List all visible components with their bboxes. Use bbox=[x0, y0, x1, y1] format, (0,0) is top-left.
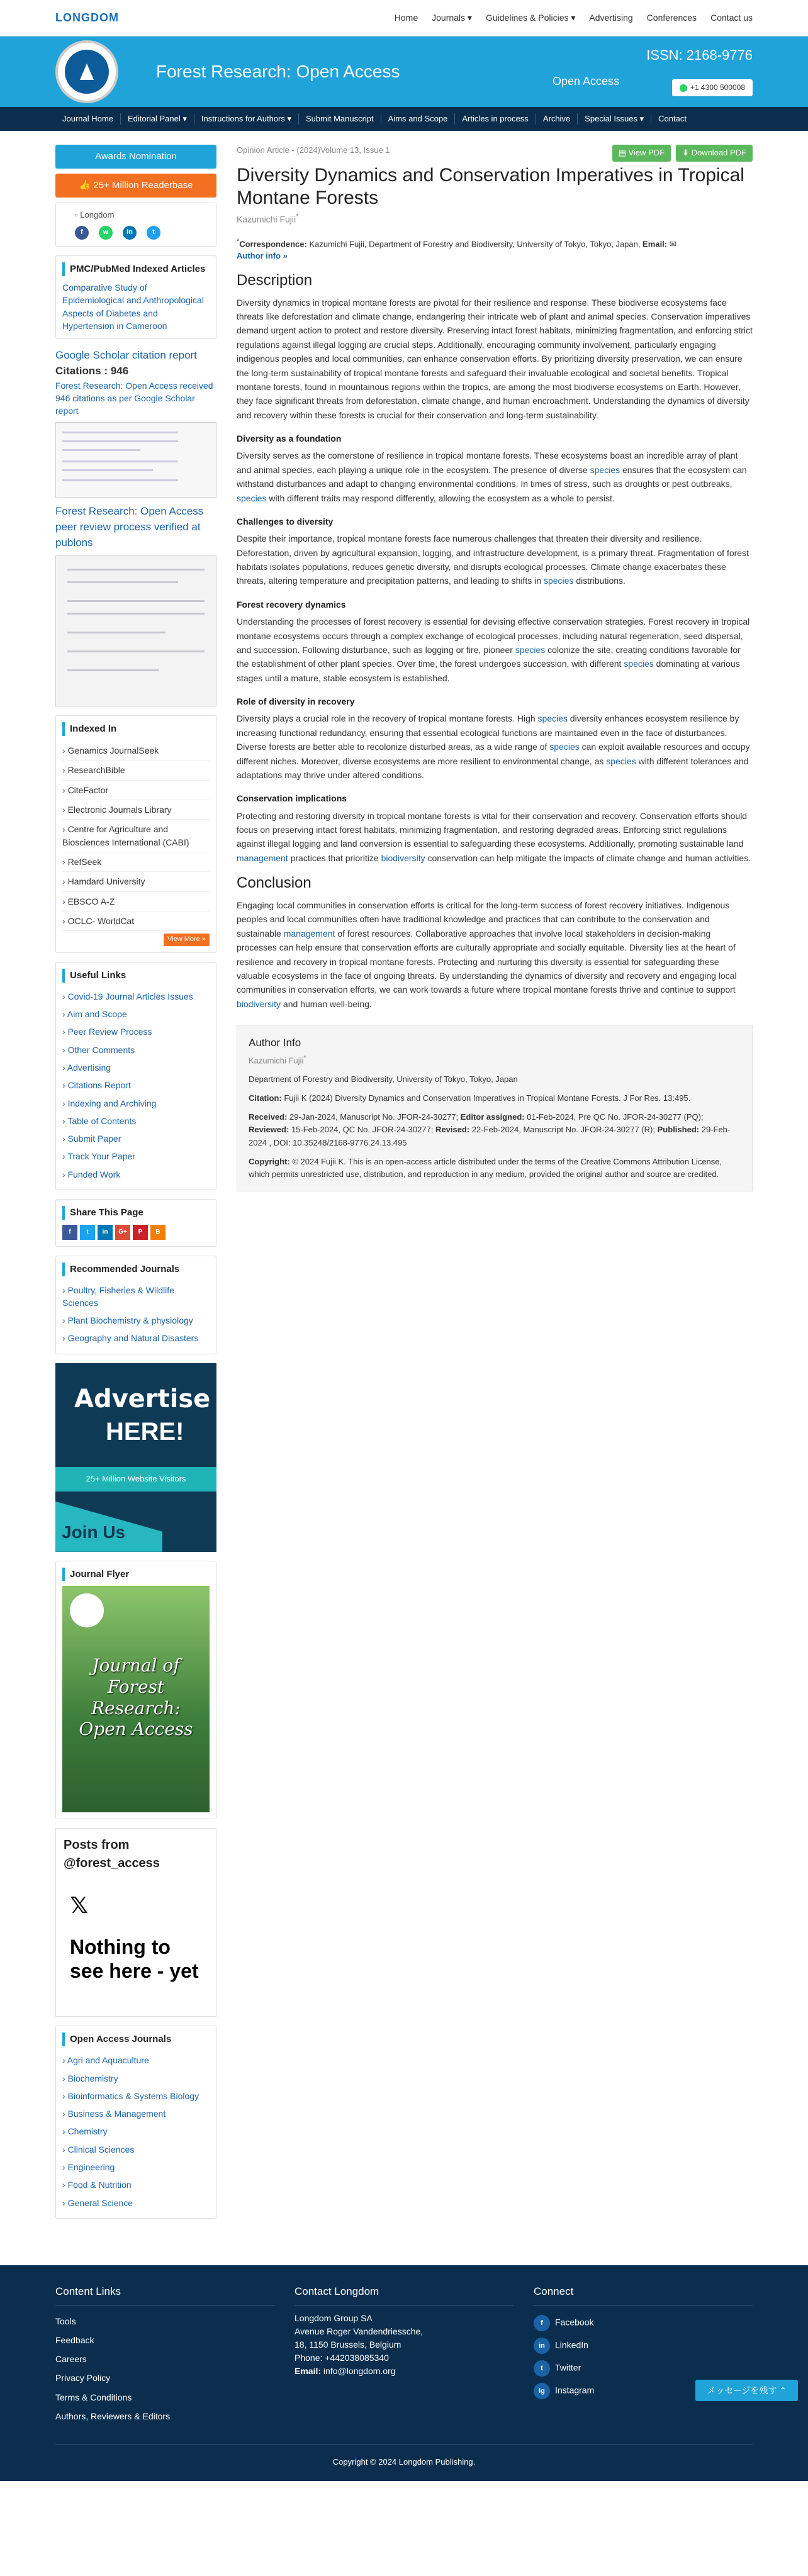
connect-instagram[interactable]: ig Instagram bbox=[534, 2380, 753, 2402]
oa-journal-link[interactable]: › General Science bbox=[62, 2194, 210, 2212]
oa-journal-link[interactable]: › Business & Management bbox=[62, 2105, 210, 2122]
twitter-icon[interactable]: t bbox=[147, 226, 160, 240]
footer-connect: Connect f Facebook in LinkedIn t Twitter ig Instagram bbox=[534, 2284, 753, 2426]
species-link[interactable]: species bbox=[237, 493, 267, 503]
useful-link[interactable]: › Citations Report bbox=[62, 1076, 210, 1094]
view-pdf-button[interactable]: ▤ View PDF bbox=[612, 145, 671, 162]
useful-link[interactable]: › Indexing and Archiving bbox=[62, 1095, 210, 1112]
readerbase-button[interactable]: 👍 25+ Million Readerbase bbox=[55, 174, 216, 198]
conclusion-text: Engaging local communities in conservation efforts is critical for the long-term success of forest recovery initiatives. Indigenous peoples and local communities often have traditional knowledge and practices that can contribute to the conservation and sustainable management of forest resources. Collaborative approaches that involve local stakeholders in decision-making processes can help ensure that conservation efforts are culturally appropriate and socially equitable. Diversity lies at the heart of resilience and recovery in tropical montane forests. Protecting and nurturing this diversity is essential for safeguarding these valuable ecosystems in the face of ongoing threats. By understanding the dynamics of diversity and recovery and engaging local communities in conservation efforts, we can work towards a future where tropical montane forests thrive and continue to support biodiversity and human well-being. bbox=[237, 900, 737, 1009]
useful-link[interactable]: › Table of Contents bbox=[62, 1112, 210, 1130]
oa-journals-box bbox=[55, 2026, 216, 2218]
connect-facebook[interactable]: f Facebook bbox=[534, 2312, 753, 2334]
share-title: Share This Page bbox=[62, 1206, 210, 1220]
view-more-button[interactable]: View More » bbox=[164, 934, 210, 946]
author-dept: Department of Forestry and Biodiversity, University of Tokyo, Tokyo, Japan bbox=[249, 1074, 518, 1084]
longdom-logo[interactable]: LONGDOM bbox=[55, 11, 119, 25]
useful-link[interactable]: › Submit Paper bbox=[62, 1130, 210, 1147]
scholar-report-thumbnail[interactable] bbox=[55, 422, 216, 498]
species-link[interactable]: species bbox=[537, 713, 568, 724]
indexed-title: Indexed In bbox=[62, 722, 210, 736]
section-conclusion: Conclusion bbox=[237, 874, 311, 892]
twitter-icon: t bbox=[534, 2360, 550, 2377]
oa-journal-link[interactable]: › Chemistry bbox=[62, 2122, 210, 2140]
footer-link[interactable]: Feedback bbox=[55, 2334, 94, 2345]
flyer-seal-icon bbox=[70, 1593, 104, 1627]
share-google-icon[interactable]: G+ bbox=[115, 1225, 130, 1240]
share-pinterest-icon[interactable]: P bbox=[133, 1225, 148, 1240]
whatsapp-icon bbox=[680, 84, 687, 92]
journal-nav-contact[interactable]: Contact bbox=[658, 113, 687, 123]
share-facebook-icon[interactable]: f bbox=[62, 1225, 77, 1240]
article-title: Diversity Dynamics and Conservation Imperatives in Tropical Montane Forests bbox=[237, 164, 744, 208]
twitter-posts-box bbox=[55, 1828, 216, 2017]
oa-journals-title: Open Access Journals bbox=[62, 2032, 210, 2046]
journal-flyer-image[interactable]: Journal of Forest Research: Open Access bbox=[62, 1586, 210, 1812]
chat-message-button[interactable]: メッセージを残す ⌃ bbox=[695, 2380, 798, 2401]
correspondence: *Correspondence: Kazumichi Fujii, Department of Forestry and Biodiversity, University of Tokyo, Tokyo, Japan, Email: ✉ bbox=[237, 237, 676, 249]
nav-guidelines[interactable]: Guidelines & Policies ▾ bbox=[485, 13, 576, 23]
journal-nav-special[interactable]: Special Issues ▾ bbox=[578, 113, 651, 125]
journal-nav-submit[interactable]: Submit Manuscript bbox=[299, 113, 381, 125]
useful-link[interactable]: › Other Comments bbox=[62, 1041, 210, 1059]
top-nav bbox=[395, 11, 753, 24]
posts-empty-text: Nothing to see here - yet bbox=[70, 1935, 199, 1983]
nav-advertising[interactable]: Advertising bbox=[589, 13, 633, 23]
footer-email[interactable]: info@longdom.org bbox=[323, 2365, 396, 2376]
indexed-item[interactable]: › Genamics JournalSeek bbox=[62, 741, 210, 761]
footer-contact: Contact Longdom Longdom Group SA Avenue Roger Vandendriessche, 18, 1150 Brussels, Belgium Phone: +44203808534​0 Email: info@longdom.org bbox=[295, 2284, 513, 2426]
instagram-icon: ig bbox=[534, 2383, 550, 2399]
species-link[interactable]: species bbox=[590, 464, 620, 475]
journal-title: Forest Research: Open Access bbox=[156, 61, 400, 81]
oa-journal-link[interactable]: › Biochemistry bbox=[62, 2070, 210, 2087]
oa-journal-link[interactable]: › Engineering bbox=[62, 2158, 210, 2176]
recommended-link[interactable]: › Plant Biochemistry & physiology bbox=[62, 1312, 210, 1329]
footer-link[interactable]: Terms & Conditions bbox=[55, 2392, 132, 2402]
journal-flyer-box bbox=[55, 1561, 216, 1820]
email-icon[interactable]: ✉ bbox=[669, 239, 676, 249]
oa-journal-link[interactable]: › Food & Nutrition bbox=[62, 2176, 210, 2194]
share-linkedin-icon[interactable]: in bbox=[98, 1225, 113, 1240]
useful-link[interactable]: › Track Your Paper bbox=[62, 1147, 210, 1165]
scholar-title[interactable]: Google Scholar citation report bbox=[55, 349, 197, 362]
nav-home[interactable]: Home bbox=[394, 13, 418, 23]
indexed-item[interactable]: › Centre for Agriculture and Biosciences International (CABI) bbox=[62, 820, 210, 852]
share-blogger-icon[interactable]: B bbox=[150, 1225, 166, 1240]
journal-nav bbox=[0, 107, 808, 131]
description-text: Diversity dynamics in tropical montane forests are pivotal for their resilience and response. These biodiverse ecosystems face threats like deforestation and climate change, endangering their intricate web of plant and animal species. Conservation imperatives demand urgent action to protect and restore diversity. Preserving intact forest habitats, minimizing fragmentation, and enforcing strict regulations against illegal logging are crucial steps. Additionally, encouraging community involvement, particularly engaging indigenous peoples and local communities, can enhance conservation efforts. By prioritizing diversity preservation, we can ensure the long-term sustainability of tropical montane forests and safeguard their invaluable ecological and societal benefits. Tropical montane forests, found in mountainous regions within the tropics, are among the most biodiverse ecosystems on Earth. However, they face significant threats from deforestation, climate change, and human encroachment. Understanding the dynamics of diversity and recovery within these forests is crucial for their conservation and long-term sustainability. bbox=[237, 297, 753, 420]
journal-nav-instructions[interactable]: Instructions for Authors ▾ bbox=[194, 113, 299, 125]
paragraph: Diversity plays a crucial role in the recovery of tropical montane forests. High species diversity enhances ecosystem resilience by increasing functional redundancy, ensuring that essential ecological functions are maintained even in the face of disturbances. Diverse forests are better able to recolonize disturbed areas, as a wide range of species can exploit available resources and occupy different niches. Moreover, diverse ecosystems are more resilient to environmental change, as species with different tolerances and adaptations may thrive under altered conditions. bbox=[237, 713, 750, 780]
author-info-link[interactable]: Author info » bbox=[237, 250, 288, 260]
article-author: Kazumichi Fujii* bbox=[237, 212, 299, 225]
connect-linkedin[interactable]: in LinkedIn bbox=[534, 2334, 753, 2357]
indexed-item[interactable]: › Hamdard University bbox=[62, 872, 210, 891]
journal-nav-articles[interactable]: Articles in process bbox=[455, 113, 536, 125]
whatsapp-icon[interactable]: w bbox=[99, 226, 113, 240]
heading-challenges: Challenges to diversity bbox=[237, 516, 334, 527]
indexed-item[interactable]: › Electronic Journals Library bbox=[62, 800, 210, 820]
download-pdf-button[interactable]: ⬇ Download PDF bbox=[676, 145, 753, 162]
scholar-report-link[interactable]: Forest Research: Open Access received 946 citations as per Google Scholar report bbox=[55, 380, 213, 416]
author-info-name: Kazumichi Fujii* bbox=[249, 1054, 306, 1066]
flyer-title: Journal Flyer bbox=[62, 1568, 210, 1581]
facebook-icon[interactable]: f bbox=[75, 226, 89, 240]
longdom-image: ▫ Longdom bbox=[75, 209, 115, 220]
footer-copyright: Copyright © 2024 Longdom Publishing. bbox=[55, 2445, 753, 2468]
indexed-item[interactable]: › RefSeek bbox=[62, 852, 210, 872]
footer-link[interactable]: Authors, Reviewers & Editors bbox=[55, 2411, 171, 2422]
heading-forest-recovery: Forest recovery dynamics bbox=[237, 599, 346, 610]
footer-link[interactable]: Careers bbox=[55, 2354, 87, 2365]
species-link[interactable]: species bbox=[624, 659, 654, 669]
useful-link[interactable]: › Covid-19 Journal Articles Issues bbox=[62, 988, 210, 1005]
article-main bbox=[237, 145, 753, 2228]
journal-seal-icon bbox=[55, 40, 118, 103]
biodiversity-link[interactable]: biodiversity bbox=[381, 852, 425, 863]
oa-journal-link[interactable]: › Clinical Sciences bbox=[62, 2141, 210, 2158]
journal-nav-editorial[interactable]: Editorial Panel ▾ bbox=[121, 113, 194, 125]
paragraph: Despite their importance, tropical montane forests face numerous challenges that threaten their diversity and resilience. Deforestation, driven by agricultural expansion, logging, and infrastructure development, is a primary threat. Fragmentation of forest habitats isolates populations, reduces genetic diversity, and disrupts ecological processes. Climate change exacerbates these threats, altering temperature and precipitation patterns, and leading to shifts in species distributions. bbox=[237, 533, 749, 586]
advertise-banner[interactable]: Advertise HERE! 25+ Million Website Visitors Join Us bbox=[55, 1363, 216, 1552]
citation: Citation: Fujii K (2024) Diversity Dynamics and Conservation Imperatives in Tropical Montane Forests. J For Res. 13:495. bbox=[249, 1093, 691, 1103]
indexed-item[interactable]: › CiteFactor bbox=[62, 781, 210, 800]
useful-links-box bbox=[55, 962, 216, 1190]
nav-contact[interactable]: Contact us bbox=[710, 13, 753, 23]
oa-journal-link[interactable]: › Agri and Aquaculture bbox=[62, 2051, 210, 2069]
management-link[interactable]: management bbox=[283, 928, 335, 939]
paragraph: Understanding the processes of forest recovery is essential for devising effective conservation strategies. Forest recovery in tropical montane ecosystems occurs through a complex exchange of ecological processes, including natural regeneration, seed dispersal, and succession. Following disturbance, such as logging or fire, pioneer species colonize the site, creating conditions favorable for the establishment of other plant species. Over time, the forest undergoes succession, with different species dominating at various stages until a mature, stable ecosystem is established. bbox=[237, 616, 750, 683]
longdom-share-box bbox=[55, 203, 216, 247]
article-meta: Opinion Article - (2024)Volume 13, Issue 1 bbox=[237, 145, 390, 155]
heading-conservation: Conservation implications bbox=[237, 793, 347, 804]
journal-nav-home[interactable]: Journal Home bbox=[55, 113, 121, 125]
share-twitter-icon[interactable]: t bbox=[80, 1225, 95, 1240]
paragraph: Protecting and restoring diversity in tropical montane forests is vital for their conservation and recovery. Conservation efforts should focus on preserving intact forest habitats, minimizing fragmentation, and restoring degraded areas. Enforcing strict regulations against illegal logging and land conversion is essential to safeguarding these ecosystems. Additionally, promoting sustainable land management practices that prioritize biodiversity conservation can help mitigate the impacts of climate change and human activities. bbox=[237, 810, 751, 863]
biodiversity-link[interactable]: biodiversity bbox=[237, 998, 281, 1009]
useful-link[interactable]: › Funded Work bbox=[62, 1166, 210, 1183]
whatsapp-phone-button[interactable]: +1 4300 500008 bbox=[672, 79, 753, 96]
publons-thumbnail[interactable] bbox=[55, 555, 216, 706]
indexed-list bbox=[62, 741, 210, 931]
nav-journals[interactable]: Journals ▾ bbox=[432, 13, 472, 23]
open-access-label: Open Access bbox=[552, 75, 619, 87]
species-link[interactable]: species bbox=[515, 644, 546, 655]
footer-link[interactable]: Tools bbox=[55, 2316, 76, 2326]
pmc-article-link[interactable]: Comparative Study of Epidemiological and Anthropological Aspects of Diabetes and Hypertension in Cameroon bbox=[62, 282, 204, 331]
heading-diversity-foundation: Diversity as a foundation bbox=[237, 433, 342, 444]
indexed-item[interactable]: › EBSCO A-Z bbox=[62, 892, 210, 912]
footer-link[interactable]: Privacy Policy bbox=[55, 2373, 111, 2384]
citations-count: Citations : 946 bbox=[55, 364, 129, 377]
posts-title: Posts from @forest_access bbox=[64, 1838, 160, 1871]
useful-link[interactable]: › Advertising bbox=[62, 1059, 210, 1076]
paragraph: Diversity serves as the cornerstone of resilience in tropical montane forests. These ecosystems boast an incredible array of plant and animal species, each playing a unique role in the ecosystem. The presence of diverse species ensures that the ecosystem can withstand disturbances and adapt to changing environmental conditions. In times of stress, such as droughts or pest outbreaks, species with different traits may respond differently, allowing the ecosystem as a whole to persist. bbox=[237, 450, 747, 503]
indexed-item[interactable]: › OCLC- WorldCat bbox=[62, 912, 210, 931]
management-link[interactable]: management bbox=[237, 852, 288, 863]
section-description: Description bbox=[237, 271, 313, 289]
facebook-icon: f bbox=[534, 2315, 550, 2331]
dates: Received: 29-Jan-2024, Manuscript No. JFOR-24-30277; Editor assigned: 01-Feb-2024, Pre QC No. JFOR-24-30277 (PQ); Reviewed: 15-Feb-2024, QC No. JFOR-24-30277; Revised: 22-Feb-2024, Manuscript No. JFOR-24-30277 (R); Published: 29-Feb-2024 , DOI: 10.35248/2168-9776.24.13.495 bbox=[249, 1112, 731, 1147]
author-info-title: Author Info bbox=[249, 1037, 301, 1049]
copyright-notice: Copyright: © 2024 Fujii K. This is an open-access article distributed under the terms of the Creative Commons Attribution License, which permits unrestricted use, distribution, and reproduction in any medium, provided the original author and source are credited. bbox=[249, 1156, 722, 1179]
journal-nav-aims[interactable]: Aims and Scope bbox=[381, 113, 456, 125]
share-box bbox=[55, 1199, 216, 1247]
linkedin-icon: in bbox=[534, 2338, 550, 2354]
publons-title[interactable]: Forest Research: Open Access peer review process verified at publons bbox=[55, 505, 204, 549]
useful-link[interactable]: › Aim and Scope bbox=[62, 1005, 210, 1023]
linkedin-icon[interactable]: in bbox=[123, 226, 137, 240]
indexed-box bbox=[55, 715, 216, 953]
author-info-box bbox=[237, 1025, 753, 1191]
recommended-link[interactable]: › Geography and Natural Disasters bbox=[62, 1329, 210, 1347]
footer bbox=[0, 2265, 808, 2481]
indexed-item[interactable]: › ResearchBible bbox=[62, 761, 210, 780]
heading-role-diversity: Role of diversity in recovery bbox=[237, 696, 355, 707]
connect-twitter[interactable]: t Twitter bbox=[534, 2357, 753, 2380]
useful-links-title: Useful Links bbox=[62, 969, 210, 983]
journal-nav-archive[interactable]: Archive bbox=[536, 113, 578, 125]
footer-content-links: Content Links Tools Feedback Careers Privacy Policy Terms & Conditions Authors, Reviewers & Editors bbox=[55, 2284, 274, 2426]
recommended-box bbox=[55, 1256, 216, 1354]
species-link[interactable]: species bbox=[549, 742, 580, 752]
recommended-title: Recommended Journals bbox=[62, 1263, 210, 1276]
species-link[interactable]: species bbox=[606, 756, 636, 766]
nav-conferences[interactable]: Conferences bbox=[646, 13, 697, 23]
sidebar bbox=[55, 145, 216, 2228]
awards-nomination-button[interactable]: Awards Nomination bbox=[55, 145, 216, 169]
pmc-box bbox=[55, 255, 216, 339]
x-logo-icon: 𝕏 bbox=[70, 1892, 89, 1919]
journal-banner bbox=[0, 36, 808, 107]
oa-journal-link[interactable]: › Bioinformatics & Systems Biology bbox=[62, 2087, 210, 2105]
recommended-link[interactable]: › Poultry, Fisheries & Wildlife Sciences bbox=[62, 1281, 210, 1312]
top-bar bbox=[0, 0, 808, 36]
pmc-title: PMC/PubMed Indexed Articles bbox=[62, 262, 210, 276]
useful-link[interactable]: › Peer Review Process bbox=[62, 1023, 210, 1040]
issn-label: ISSN: 2168-9776 bbox=[646, 47, 753, 63]
species-link[interactable]: species bbox=[543, 576, 574, 586]
